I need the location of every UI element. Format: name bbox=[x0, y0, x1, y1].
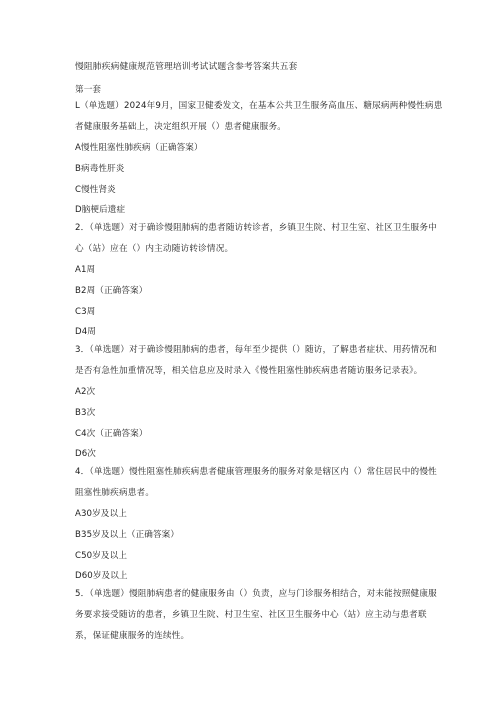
question-1-line-2: 者健康服务基础上，决定组织开展（）患者健康服务。 bbox=[75, 122, 287, 132]
set-label: 第一套 bbox=[75, 85, 102, 95]
question-3-line-2: 是否有急性加重情况等，相关信息应及时录入《慢性阻塞性肺疾病患者随访服务记录表》。 bbox=[75, 366, 423, 376]
question-2-option-c: C3周 bbox=[75, 307, 96, 317]
question-4-line-1: 4．（单选题）慢性阻塞性肺疾病患者健康管理服务的服务对象是辖区内（）常住居民中的慢性 bbox=[75, 467, 437, 477]
question-1-option-c: C慢性肾炎 bbox=[75, 185, 116, 195]
question-4-line-2: 阻塞性肺疾病患者。 bbox=[75, 488, 155, 498]
question-5-line-3: 系，保证健康服务的连续性。 bbox=[75, 631, 190, 641]
question-5-line-2: 务要求接受随访的患者，乡镇卫生院、村卫生室、社区卫生服务中心（站）应主动与患者联 bbox=[75, 610, 427, 620]
question-1-option-b: B病毒性肝炎 bbox=[75, 164, 125, 174]
question-1-option-d: D脑梗后遗症 bbox=[75, 205, 126, 215]
document-title: 慢阻肺疾病健康规范管理培训考试试题含参考答案共五套 bbox=[75, 62, 298, 72]
question-3-option-a: A2次 bbox=[75, 387, 96, 397]
question-2-option-d: D4周 bbox=[75, 327, 96, 337]
question-3-option-d: D6次 bbox=[75, 449, 96, 459]
question-2-option-b: B2周（正确答案） bbox=[75, 286, 148, 296]
question-4-option-c: C50岁及以上 bbox=[75, 551, 128, 561]
question-3-option-b: B3次 bbox=[75, 408, 96, 418]
question-3-option-c: C4次（正确答案） bbox=[75, 429, 148, 439]
question-5-line-1: 5．（单选题）慢阻肺病患者的健康服务由（）负责，应与门诊服务相结合，对未能按照健康服 bbox=[75, 589, 437, 599]
question-1-line-1: L（单选题）2024年9月，国家卫健委发文，在基本公共卫生服务高血压、糖尿病两种慢性病患 bbox=[75, 101, 443, 111]
question-4-option-b: B35岁及以上（正确答案） bbox=[75, 530, 180, 540]
question-2-line-1: 2．（单选题）对于确诊慢阻肺病的患者随访转诊者，乡镇卫生院、村卫生室、社区卫生服务中 bbox=[75, 223, 437, 233]
question-3-line-1: 3．（单选题）对于确诊慢阻肺病的患者，每年至少提供（）随访，了解患者症状、用药情况和 bbox=[75, 345, 437, 355]
question-2-option-a: A1周 bbox=[75, 265, 96, 275]
question-4-option-a: A30岁及以上 bbox=[75, 509, 127, 519]
question-4-option-d: D60岁及以上 bbox=[75, 571, 128, 581]
question-2-line-2: 心（站）应在（）内主动随访转诊情况。 bbox=[75, 244, 234, 254]
question-1-option-a: A慢性阻塞性肺疾病（正确答案） bbox=[75, 143, 203, 153]
